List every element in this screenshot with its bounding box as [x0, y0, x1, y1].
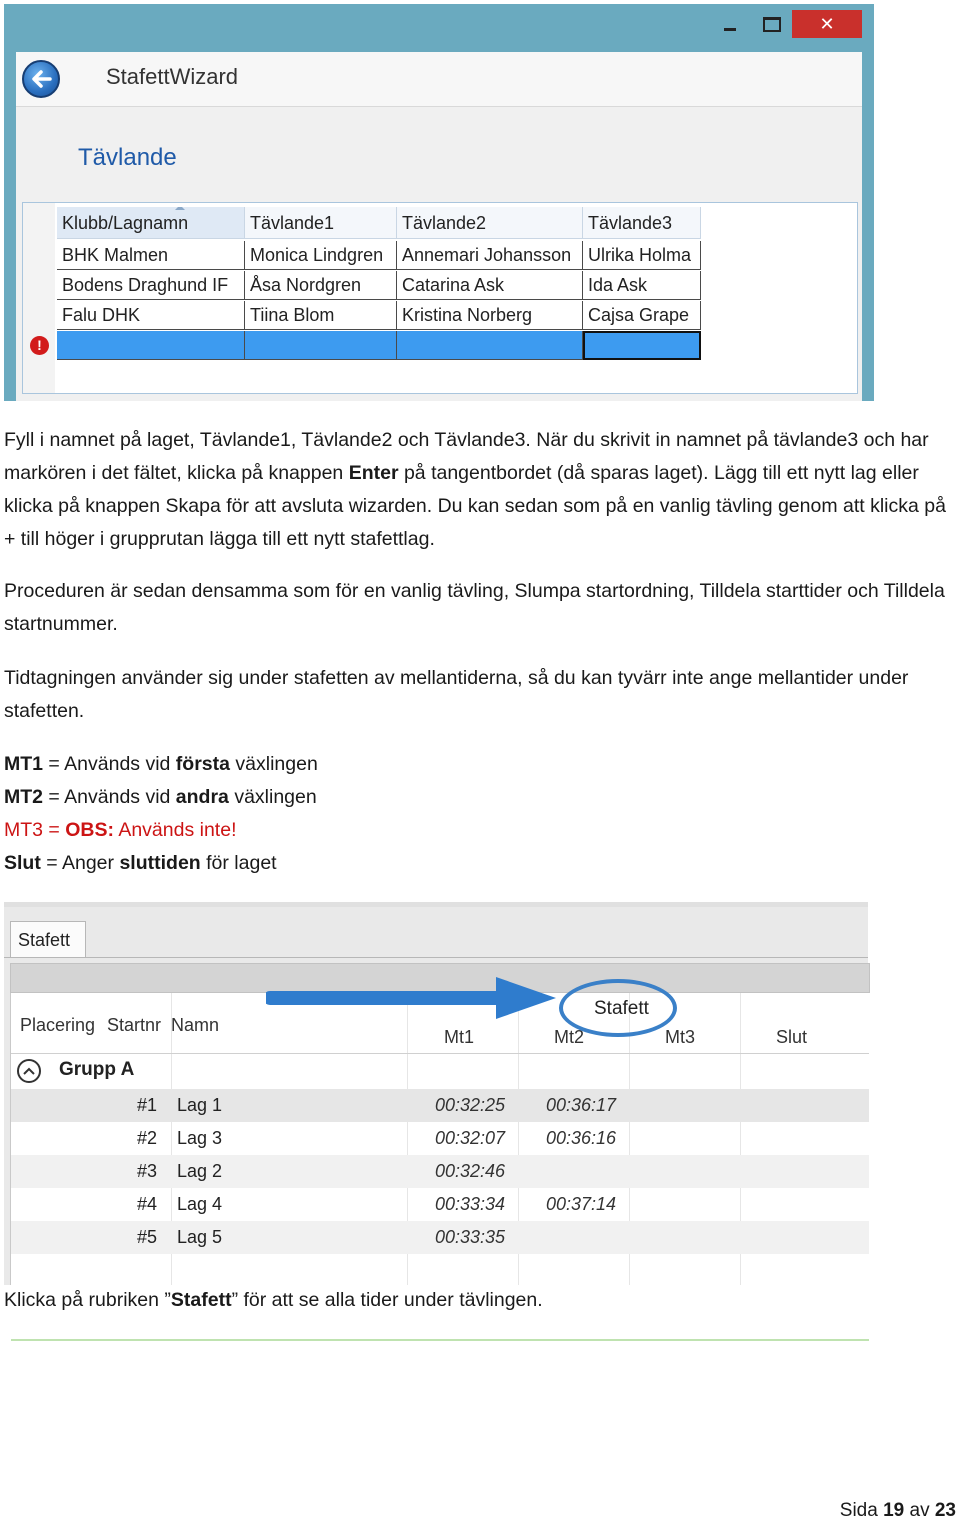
grid-cell[interactable]: Falu DHK: [57, 301, 245, 330]
group-label: Grupp A: [59, 1059, 135, 1080]
minimize-button[interactable]: [710, 10, 750, 38]
maximize-button[interactable]: [752, 10, 792, 38]
tab-stafett[interactable]: Stafett: [10, 921, 86, 957]
mt2-time: 00:36:17: [546, 1095, 617, 1115]
team-name: Lag 2: [177, 1161, 223, 1181]
grid-cell[interactable]: Tiina Blom: [245, 301, 397, 330]
col-header-mt2[interactable]: Mt2: [554, 1027, 585, 1047]
grid-cell[interactable]: Monica Lindgren: [245, 241, 397, 270]
grid-cell[interactable]: BHK Malmen: [57, 241, 245, 270]
table-row[interactable]: [11, 1089, 869, 1122]
mt2-time: 00:36:16: [546, 1128, 617, 1148]
paragraph-procedure: Proceduren är sedan densamma som för en vanlig tävling, Slumpa startordning, Tilldela starttider och Tilldela startnummer.: [4, 580, 945, 635]
grid-cell[interactable]: Annemari Johansson: [397, 241, 583, 270]
row-header-column: [23, 239, 55, 393]
table-row[interactable]: [11, 1155, 869, 1188]
new-row-cell[interactable]: [397, 331, 583, 360]
col-header-placering[interactable]: Placering: [20, 1015, 96, 1035]
paragraph-timing: Tidtagningen använder sig under stafetten av mellantiderna, så du kan tyvärr inte ange mellantider under stafetten.: [4, 667, 909, 722]
pointer-arrow-icon: [266, 973, 566, 1023]
legend-slut: Slut = Anger sluttiden för laget: [4, 852, 277, 874]
new-row-cell-current[interactable]: [583, 331, 701, 360]
table-row[interactable]: [11, 1122, 869, 1155]
rank: #3: [137, 1161, 158, 1181]
sort-ascending-icon: [175, 207, 185, 210]
col-header-slut[interactable]: Slut: [776, 1027, 808, 1047]
team-name: Lag 5: [177, 1227, 223, 1247]
legend-mt2: MT2 = Används vid andra växlingen: [4, 786, 317, 808]
wizard-window: [4, 4, 874, 401]
mt1-time: 00:32:46: [435, 1161, 506, 1181]
grid-cell[interactable]: Ida Ask: [583, 271, 701, 300]
col-header-mt3[interactable]: Mt3: [665, 1027, 696, 1047]
table-bottom-line: [11, 1339, 869, 1341]
maximize-icon: [763, 17, 781, 32]
rank: #4: [137, 1194, 158, 1214]
results-table: [10, 993, 869, 1285]
col-header-klubb[interactable]: Klubb/Lagnamn: [57, 207, 245, 239]
team-name: Lag 4: [177, 1194, 223, 1214]
close-button[interactable]: [792, 10, 862, 38]
col-header-tavlande1[interactable]: Tävlande1: [245, 207, 397, 239]
paragraph-instructions: Fyll i namnet på laget, Tävlande1, Tävlande2 och Tävlande3. När du skrivit in namnet på tävlande3 och har markören i det fältet, klicka på knappen Enter på tangentbordet (då sparas laget). Lägg till ett nytt lag eller klicka på knappen Skapa för att avsluta wizarden. Du kan sedan som på en vanlig tävling genom att klicka på + till höger i grupprutan lägga till ett nytt stafettlag.: [4, 429, 946, 550]
team-name: Lag 1: [177, 1095, 223, 1115]
col-header-namn[interactable]: Namn: [171, 1015, 220, 1035]
mt1-time: 00:33:34: [435, 1194, 506, 1214]
competitor-grid: [22, 202, 858, 394]
new-row-cell[interactable]: [245, 331, 397, 360]
grid-cell[interactable]: Kristina Norberg: [397, 301, 583, 330]
close-icon: ✕: [819, 13, 835, 35]
team-name: Lag 3: [177, 1128, 223, 1148]
grid-corner[interactable]: [23, 203, 55, 239]
table-row[interactable]: [11, 1188, 869, 1221]
col-header-tavlande2[interactable]: Tävlande2: [397, 207, 583, 239]
stafett-panel: [4, 902, 868, 1285]
col-header-mt1[interactable]: Mt1: [444, 1027, 475, 1047]
wizard-body: [16, 52, 862, 401]
mt2-time: 00:37:14: [546, 1194, 617, 1214]
new-row-cell[interactable]: [57, 331, 245, 360]
grid-cell[interactable]: Ulrika Holma: [583, 241, 701, 270]
col-header-tavlande3[interactable]: Tävlande3: [583, 207, 701, 239]
legend-mt3: MT3 = OBS: Används inte!: [4, 819, 237, 841]
error-icon: !: [30, 336, 49, 355]
grid-cell[interactable]: Catarina Ask: [397, 271, 583, 300]
rank: #5: [137, 1227, 158, 1247]
wizard-header: [16, 52, 862, 107]
grid-cell[interactable]: Åsa Nordgren: [245, 271, 397, 300]
rank: #2: [137, 1128, 158, 1148]
col-header-startnr[interactable]: Startnr: [107, 1015, 162, 1035]
mt1-time: 00:32:07: [435, 1128, 506, 1148]
tab-divider: [4, 957, 868, 958]
grid-cell[interactable]: Bodens Draghund IF: [57, 271, 245, 300]
mt1-time: 00:33:35: [435, 1227, 506, 1247]
mt1-time: 00:32:25: [435, 1095, 506, 1115]
minimize-icon: [724, 28, 736, 31]
page-title: Tävlande: [78, 144, 177, 171]
wizard-title: StafettWizard: [106, 64, 239, 89]
col-group-stafett[interactable]: Stafett: [594, 998, 649, 1019]
rank: #1: [137, 1095, 158, 1115]
header-divider: [11, 1053, 869, 1054]
group-row[interactable]: [11, 1055, 869, 1089]
grid-cell[interactable]: Cajsa Grape: [583, 301, 701, 330]
table-row[interactable]: [11, 1221, 869, 1254]
legend-mt1: MT1 = Används vid första växlingen: [4, 753, 318, 775]
page-number: Sida 19 av 23: [839, 1500, 956, 1521]
collapse-chevron-icon[interactable]: [17, 1059, 41, 1083]
back-arrow-icon[interactable]: [22, 60, 60, 98]
paragraph-stafett-hint: Klicka på rubriken ”Stafett” för att se alla tider under tävlingen.: [4, 1289, 543, 1311]
